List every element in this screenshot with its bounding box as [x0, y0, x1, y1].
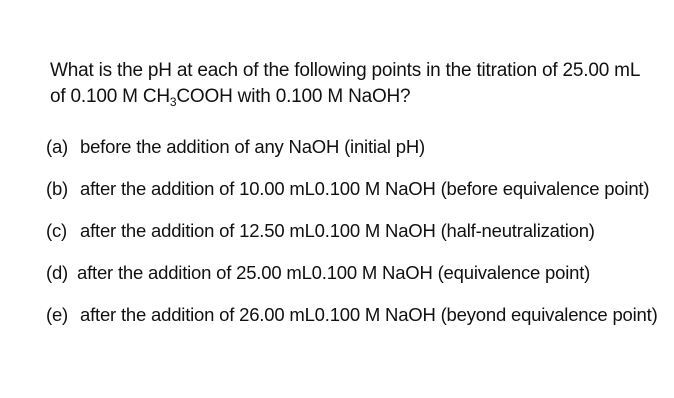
- item-marker: (a): [46, 136, 69, 157]
- question-line-2: [50, 84, 650, 110]
- question-line-2-suffix: COOH with 0.100 M NaOH?: [176, 86, 411, 107]
- sub-question-b: [46, 178, 666, 220]
- item-text: after the addition of 26.00 mL0.100 M NaOH (beyond equivalence point): [80, 304, 658, 325]
- question-line-2-prefix: of 0.100 M CH: [50, 86, 170, 107]
- item-text: after the addition of 10.00 mL0.100 M NaOH (before equivalence point): [80, 178, 650, 199]
- item-marker: (c): [46, 220, 67, 241]
- item-text: before the addition of any NaOH (initial pH): [80, 136, 425, 157]
- item-text: after the addition of 12.50 mL0.100 M NaOH (half-neutralization): [80, 220, 595, 241]
- item-text: after the addition of 25.00 mL0.100 M NaOH (equivalence point): [77, 262, 591, 283]
- question-text: [50, 58, 650, 110]
- sub-question-a: [46, 136, 666, 178]
- sub-question-d: [46, 262, 666, 304]
- sub-question-e: [46, 304, 666, 346]
- sub-question-c: [46, 220, 666, 262]
- item-marker: (b): [46, 178, 69, 199]
- question-line-1: What is the pH at each of the following points in the titration of 25.00 mL: [50, 60, 641, 81]
- item-marker: (d): [46, 262, 69, 283]
- sub-question-list: [46, 136, 666, 346]
- item-marker: (e): [46, 304, 69, 325]
- subscript-3: 3: [169, 95, 177, 109]
